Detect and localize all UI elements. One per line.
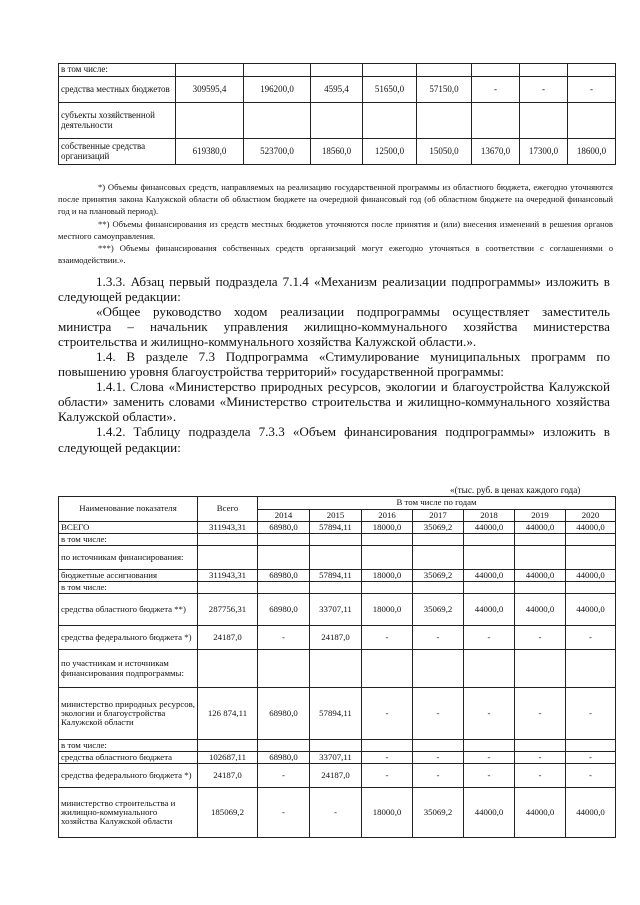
row-label: министерство природных ресурсов, экологии и благоустройства Калужской области bbox=[59, 688, 198, 740]
year-value-cell: - bbox=[310, 788, 362, 838]
year-value-cell: 44000,0 bbox=[464, 522, 515, 534]
row-label: средства местных бюджетов bbox=[59, 77, 176, 103]
continued-table-body bbox=[59, 64, 616, 165]
year-value-cell: - bbox=[258, 626, 310, 650]
year-value-cell: - bbox=[566, 752, 616, 764]
table-row bbox=[59, 740, 616, 752]
value-cell: - bbox=[472, 77, 520, 103]
year-value-cell: 35069,2 bbox=[413, 570, 464, 582]
row-label: ВСЕГО bbox=[59, 522, 198, 534]
row-label: в том числе: bbox=[59, 534, 198, 546]
value-cell bbox=[244, 64, 311, 77]
year-value-cell bbox=[464, 740, 515, 752]
total-cell: 24187,0 bbox=[198, 764, 258, 788]
table-row bbox=[59, 764, 616, 788]
year-value-cell bbox=[464, 650, 515, 688]
year-value-cell: - bbox=[413, 688, 464, 740]
value-cell: 619380,0 bbox=[176, 139, 244, 165]
subprogram-financing-table bbox=[58, 496, 616, 838]
table-row bbox=[59, 688, 616, 740]
row-label: средства областного бюджета bbox=[59, 752, 198, 764]
table-row bbox=[59, 788, 616, 838]
year-value-cell bbox=[413, 546, 464, 570]
year-value-cell: 18000,0 bbox=[362, 594, 413, 626]
year-value-cell bbox=[464, 582, 515, 594]
total-cell: 126 874,11 bbox=[198, 688, 258, 740]
year-value-cell bbox=[258, 650, 310, 688]
year-value-cell: 35069,2 bbox=[413, 788, 464, 838]
year-value-cell bbox=[413, 582, 464, 594]
footnote-2: **) Объемы финансирования из средств местных бюджетов уточняются после принятия и (или) внесения изменений в решения органов местного самоуправления. bbox=[58, 218, 613, 241]
year-value-cell: - bbox=[464, 626, 515, 650]
year-value-cell: 33707,11 bbox=[310, 752, 362, 764]
row-label: средства федерального бюджета *) bbox=[59, 626, 198, 650]
table-row bbox=[59, 77, 616, 103]
year-value-cell bbox=[362, 534, 413, 546]
year-value-cell bbox=[310, 582, 362, 594]
value-cell bbox=[472, 103, 520, 139]
value-cell: 17300,0 bbox=[520, 139, 568, 165]
row-label: в том числе: bbox=[59, 582, 198, 594]
year-value-cell bbox=[566, 582, 616, 594]
year-value-cell bbox=[310, 650, 362, 688]
header-total: Всего bbox=[198, 497, 258, 522]
year-value-cell: - bbox=[464, 752, 515, 764]
year-value-cell: - bbox=[362, 752, 413, 764]
year-value-cell: 68980,0 bbox=[258, 570, 310, 582]
year-value-cell bbox=[258, 546, 310, 570]
paragraph-1-3-3: 1.3.3. Абзац первый подраздела 7.1.4 «Механизм реализации подпрограммы» изложить в следующей редакции: bbox=[58, 274, 610, 305]
year-value-cell bbox=[310, 534, 362, 546]
year-value-cell: - bbox=[362, 764, 413, 788]
value-cell: 12500,0 bbox=[363, 139, 417, 165]
year-value-cell bbox=[413, 650, 464, 688]
year-value-cell bbox=[515, 740, 566, 752]
year-value-cell: 18000,0 bbox=[362, 522, 413, 534]
year-value-cell: 44000,0 bbox=[515, 788, 566, 838]
table-row bbox=[59, 534, 616, 546]
year-value-cell bbox=[566, 546, 616, 570]
year-value-cell: - bbox=[413, 626, 464, 650]
value-cell: 523700,0 bbox=[244, 139, 311, 165]
year-header: 2016 bbox=[362, 510, 413, 522]
value-cell bbox=[176, 103, 244, 139]
value-cell: 18600,0 bbox=[568, 139, 616, 165]
year-value-cell: 35069,2 bbox=[413, 522, 464, 534]
total-cell bbox=[198, 582, 258, 594]
continued-financing-table bbox=[58, 63, 616, 165]
year-value-cell: - bbox=[258, 788, 310, 838]
year-value-cell bbox=[464, 546, 515, 570]
year-value-cell: - bbox=[258, 764, 310, 788]
value-cell bbox=[568, 103, 616, 139]
table-row bbox=[59, 522, 616, 534]
total-cell: 287756,31 bbox=[198, 594, 258, 626]
year-value-cell: - bbox=[413, 764, 464, 788]
year-value-cell: 68980,0 bbox=[258, 522, 310, 534]
table-row bbox=[59, 139, 616, 165]
row-label: министерство строительства и жилищно-коммунального хозяйства Калужской области bbox=[59, 788, 198, 838]
row-label: в том числе: bbox=[59, 740, 198, 752]
value-cell: 18560,0 bbox=[311, 139, 363, 165]
year-value-cell: - bbox=[464, 688, 515, 740]
total-cell: 311943,31 bbox=[198, 570, 258, 582]
total-cell: 24187,0 bbox=[198, 626, 258, 650]
year-value-cell bbox=[413, 534, 464, 546]
table-row bbox=[59, 594, 616, 626]
table-row bbox=[59, 650, 616, 688]
year-value-cell: 57894,11 bbox=[310, 688, 362, 740]
year-value-cell: - bbox=[464, 764, 515, 788]
year-value-cell: - bbox=[362, 626, 413, 650]
total-cell bbox=[198, 534, 258, 546]
row-label: в том числе: bbox=[59, 64, 176, 77]
amendment-text bbox=[58, 274, 610, 455]
year-value-cell: - bbox=[566, 764, 616, 788]
table-row bbox=[59, 64, 616, 77]
value-cell bbox=[244, 103, 311, 139]
year-value-cell: - bbox=[413, 752, 464, 764]
year-value-cell bbox=[464, 534, 515, 546]
value-cell: 51650,0 bbox=[363, 77, 417, 103]
year-value-cell: 44000,0 bbox=[515, 594, 566, 626]
year-value-cell bbox=[566, 740, 616, 752]
table-row bbox=[59, 752, 616, 764]
year-value-cell bbox=[258, 740, 310, 752]
year-value-cell: 44000,0 bbox=[464, 570, 515, 582]
year-value-cell bbox=[515, 534, 566, 546]
year-value-cell: - bbox=[362, 688, 413, 740]
year-value-cell bbox=[515, 582, 566, 594]
value-cell bbox=[472, 64, 520, 77]
year-value-cell: 57894,11 bbox=[310, 570, 362, 582]
year-value-cell: - bbox=[515, 626, 566, 650]
value-cell: - bbox=[520, 77, 568, 103]
year-header: 2020 bbox=[566, 510, 616, 522]
row-label: средства федерального бюджета *) bbox=[59, 764, 198, 788]
year-value-cell bbox=[515, 546, 566, 570]
year-value-cell bbox=[310, 740, 362, 752]
year-value-cell bbox=[566, 650, 616, 688]
value-cell bbox=[417, 64, 472, 77]
value-cell bbox=[311, 103, 363, 139]
value-cell bbox=[363, 103, 417, 139]
table-row bbox=[59, 103, 616, 139]
year-value-cell bbox=[362, 582, 413, 594]
year-value-cell bbox=[362, 740, 413, 752]
financing-table-body bbox=[59, 522, 616, 838]
year-value-cell bbox=[362, 546, 413, 570]
row-label: по участникам и источникам финансирования подпрограммы: bbox=[59, 650, 198, 688]
year-header: 2017 bbox=[413, 510, 464, 522]
total-cell bbox=[198, 740, 258, 752]
year-value-cell: 68980,0 bbox=[258, 688, 310, 740]
year-value-cell: 68980,0 bbox=[258, 594, 310, 626]
value-cell: - bbox=[568, 77, 616, 103]
year-value-cell: 57894,11 bbox=[310, 522, 362, 534]
year-value-cell: 35069,2 bbox=[413, 594, 464, 626]
year-value-cell: 24187,0 bbox=[310, 764, 362, 788]
value-cell bbox=[417, 103, 472, 139]
value-cell bbox=[520, 64, 568, 77]
year-value-cell: - bbox=[566, 688, 616, 740]
total-cell bbox=[198, 650, 258, 688]
value-cell bbox=[568, 64, 616, 77]
paragraph-1-4-2: 1.4.2. Таблицу подраздела 7.3.3 «Объем финансирования подпрограммы» изложить в следующей редакции: bbox=[58, 424, 610, 455]
value-cell: 196200,0 bbox=[244, 77, 311, 103]
table-row bbox=[59, 626, 616, 650]
year-value-cell: - bbox=[515, 764, 566, 788]
year-value-cell bbox=[515, 650, 566, 688]
header-indicator-name: Наименование показателя bbox=[59, 497, 198, 522]
value-cell bbox=[520, 103, 568, 139]
year-value-cell bbox=[566, 534, 616, 546]
year-value-cell: 24187,0 bbox=[310, 626, 362, 650]
row-label: субъекты хозяйственной деятельности bbox=[59, 103, 176, 139]
year-value-cell: 44000,0 bbox=[464, 788, 515, 838]
total-cell: 185069,2 bbox=[198, 788, 258, 838]
year-header: 2018 bbox=[464, 510, 515, 522]
total-cell: 102687,11 bbox=[198, 752, 258, 764]
value-cell bbox=[363, 64, 417, 77]
table-row bbox=[59, 582, 616, 594]
table-row bbox=[59, 570, 616, 582]
year-value-cell: 44000,0 bbox=[566, 570, 616, 582]
year-header: 2015 bbox=[310, 510, 362, 522]
year-header: 2014 bbox=[258, 510, 310, 522]
year-value-cell: 18000,0 bbox=[362, 570, 413, 582]
table-row bbox=[59, 546, 616, 570]
header-by-years: В том числе по годам bbox=[258, 497, 616, 510]
row-label: бюджетные ассигнования bbox=[59, 570, 198, 582]
year-value-cell bbox=[258, 582, 310, 594]
year-header: 2019 bbox=[515, 510, 566, 522]
paragraph-quote-management: «Общее руководство ходом реализации подпрограммы осуществляет заместитель министра – начальник управления жилищно-коммунального хозяйства министерства строительства и жилищно-коммунального хозяйства Калужской области.». bbox=[58, 304, 610, 350]
year-value-cell bbox=[362, 650, 413, 688]
year-value-cell: - bbox=[515, 688, 566, 740]
year-value-cell: - bbox=[566, 626, 616, 650]
value-cell: 309595,4 bbox=[176, 77, 244, 103]
units-note: «(тыс. руб. в ценах каждого года) bbox=[450, 485, 581, 495]
year-value-cell bbox=[310, 546, 362, 570]
footnote-1: *) Объемы финансовых средств, направляемых на реализацию государственной программы из областного бюджета, ежегодно уточняются после принятия закона Калужской области об областном бюджете на очередной финансовый год (об областном бюджете на очередной финансовый год и на плановый период). bbox=[58, 182, 613, 217]
year-value-cell: 44000,0 bbox=[515, 522, 566, 534]
total-cell bbox=[198, 546, 258, 570]
row-label: средства областного бюджета **) bbox=[59, 594, 198, 626]
total-cell: 311943,31 bbox=[198, 522, 258, 534]
year-value-cell: 44000,0 bbox=[566, 522, 616, 534]
year-value-cell: 44000,0 bbox=[566, 594, 616, 626]
year-value-cell: 44000,0 bbox=[464, 594, 515, 626]
year-value-cell: - bbox=[515, 752, 566, 764]
value-cell: 13670,0 bbox=[472, 139, 520, 165]
value-cell bbox=[176, 64, 244, 77]
value-cell: 4595,4 bbox=[311, 77, 363, 103]
value-cell bbox=[311, 64, 363, 77]
row-label: собственные средства организаций bbox=[59, 139, 176, 165]
footnote-3: ***) Объемы финансирования собственных средств организаций могут ежегодно уточняться в соответствии с соглашениями о взаимодействии.». bbox=[58, 243, 613, 266]
year-value-cell bbox=[258, 534, 310, 546]
value-cell: 15050,0 bbox=[417, 139, 472, 165]
row-label: по источникам финансирования: bbox=[59, 546, 198, 570]
paragraph-1-4: 1.4. В разделе 7.3 Подпрограмма «Стимулирование муниципальных программ по повышению уровня благоустройства территорий» государственной программы: bbox=[58, 349, 610, 380]
year-value-cell: 68980,0 bbox=[258, 752, 310, 764]
value-cell: 57150,0 bbox=[417, 77, 472, 103]
year-value-cell bbox=[413, 740, 464, 752]
year-value-cell: 44000,0 bbox=[566, 788, 616, 838]
year-value-cell: 44000,0 bbox=[515, 570, 566, 582]
paragraph-1-4-1: 1.4.1. Слова «Министерство природных ресурсов, экологии и благоустройства Калужской области» заменить словами «Министерство строительства и жилищно-коммунального хозяйства Калужской области». bbox=[58, 379, 610, 425]
year-value-cell: 33707,11 bbox=[310, 594, 362, 626]
footnotes bbox=[58, 181, 613, 266]
year-value-cell: 18000,0 bbox=[362, 788, 413, 838]
